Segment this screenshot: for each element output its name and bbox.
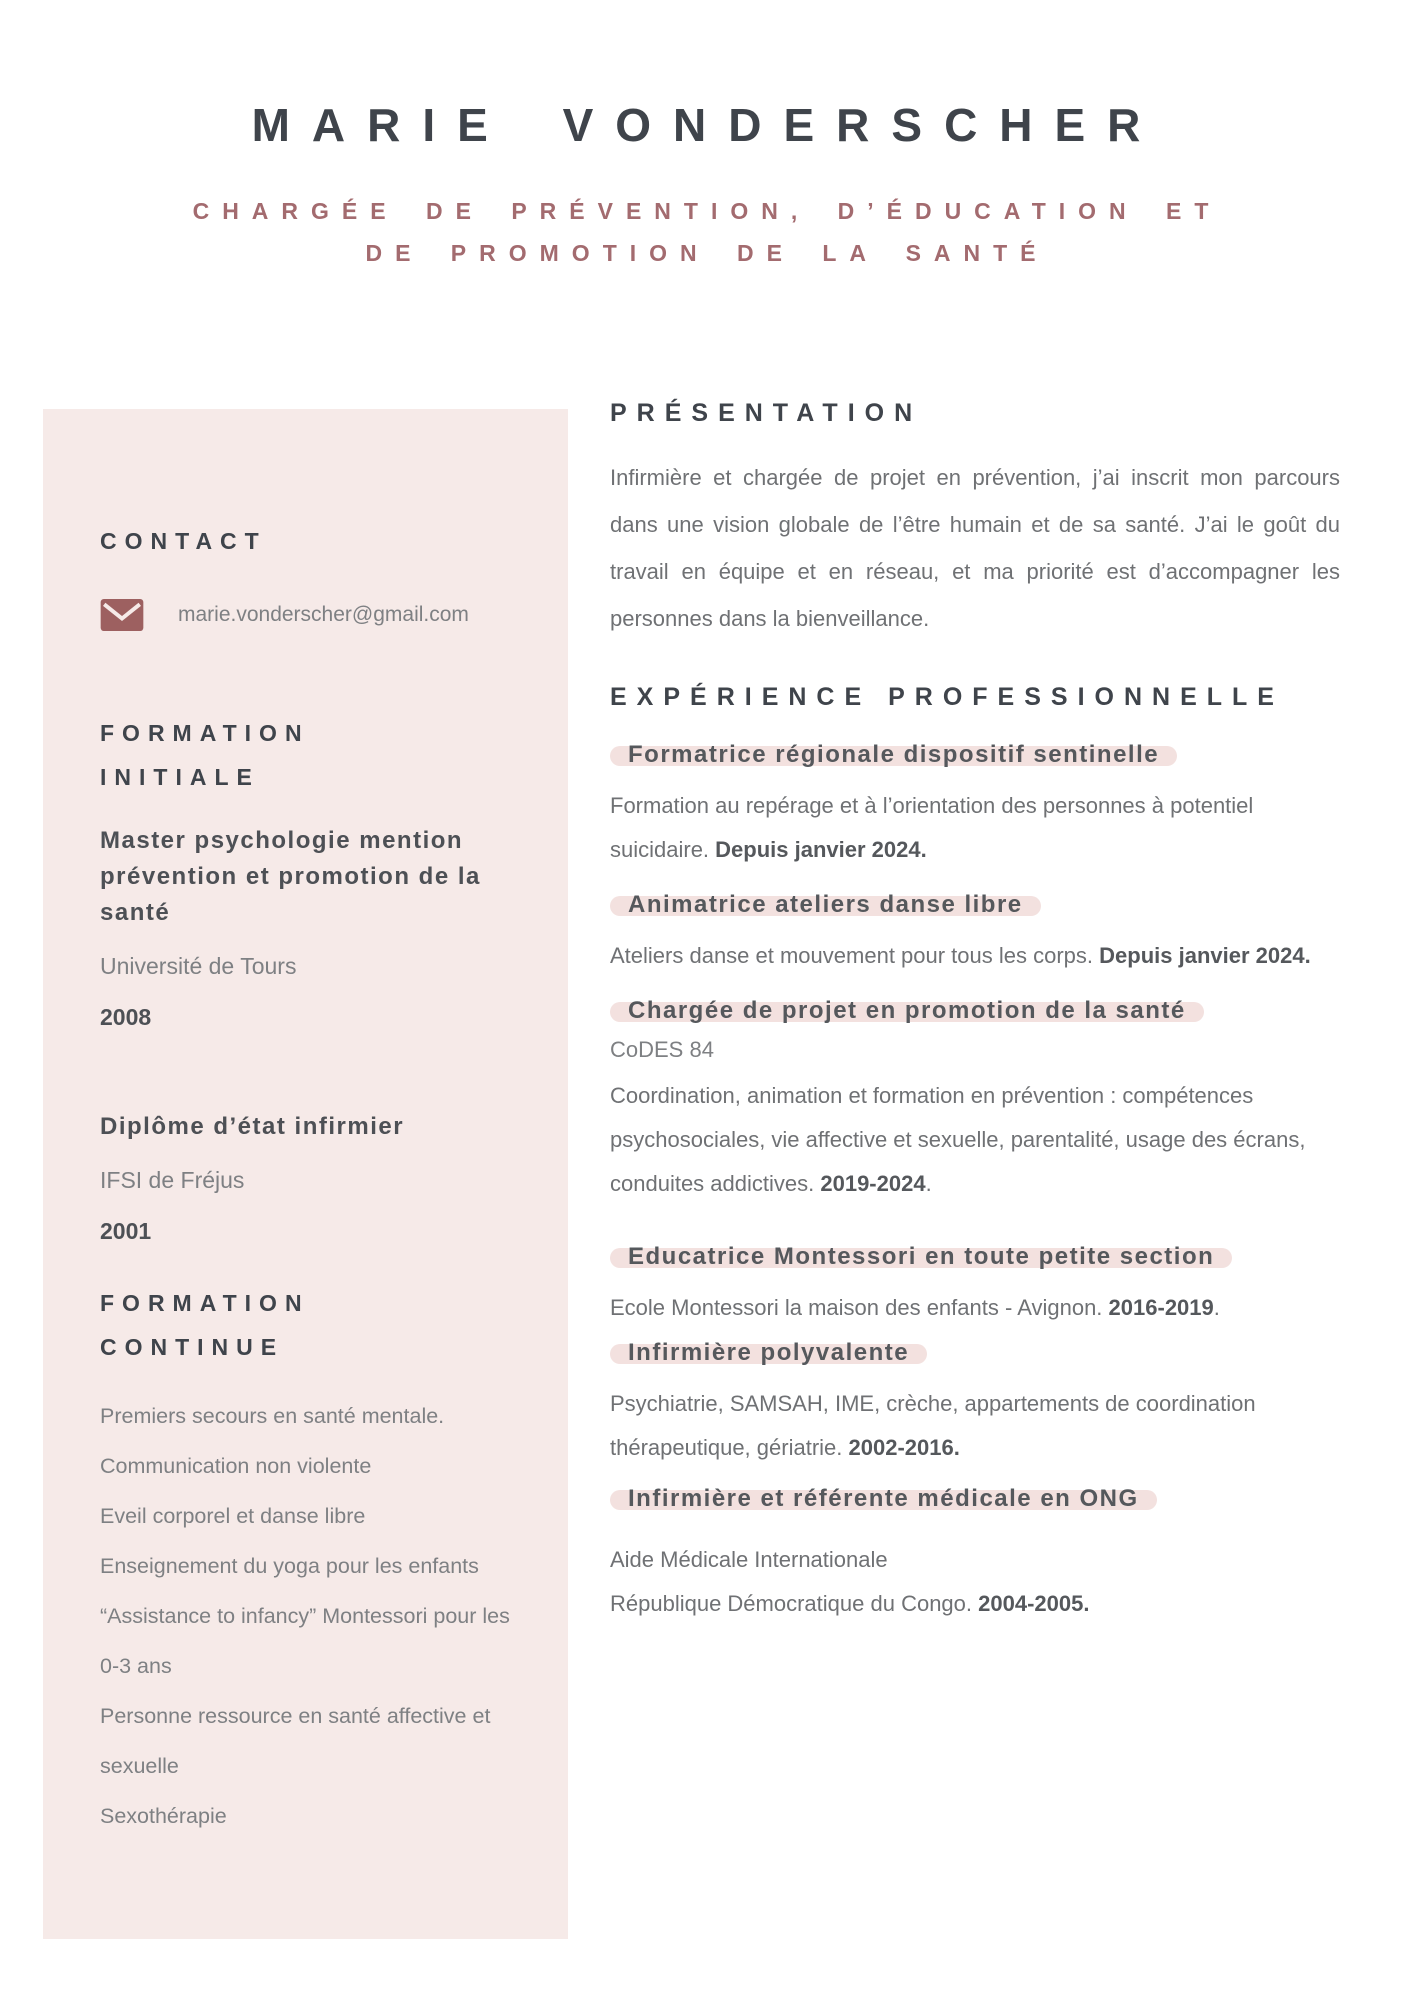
- header: [0, 0, 1414, 274]
- list-item: Sexothérapie: [100, 1804, 227, 1828]
- job-title-chip: Chargée de projet en promotion de la santé: [610, 1002, 1204, 1022]
- job-title-chip: Formatrice régionale dispositif sentinelle: [610, 746, 1177, 766]
- job-period: 2016-2019: [1108, 1295, 1214, 1320]
- job-description: [610, 1382, 1340, 1470]
- job-period: Depuis janvier 2024.: [1099, 943, 1311, 968]
- job-description: [610, 1074, 1340, 1206]
- job-entry: [610, 741, 1340, 768]
- job-period: 2019-2024: [820, 1171, 926, 1196]
- job-description-text: Ateliers danse et mouvement pour tous les corps.: [610, 943, 1094, 968]
- job-title-chip: Infirmière et référente médicale en ONG: [610, 1490, 1157, 1510]
- job-subtitle-line2: DE PROMOTION DE LA SANTÉ: [365, 240, 1049, 266]
- job-organization: CoDES 84: [610, 1037, 714, 1062]
- job-entry: [610, 1339, 1340, 1366]
- main-column: [610, 398, 1340, 1626]
- education-entry: [100, 823, 528, 1031]
- job-subtitle: [0, 190, 1414, 274]
- job-entry: [610, 997, 1340, 1024]
- job-entry: [610, 891, 1340, 918]
- job-description-text: Ecole Montessori la maison des enfants - Avignon.: [610, 1295, 1103, 1320]
- education-title: Diplôme d’état infirmier: [100, 1113, 405, 1140]
- envelope-icon: [100, 599, 144, 631]
- education-institution: IFSI de Fréjus: [100, 1167, 245, 1193]
- job-period: Depuis janvier 2024.: [715, 837, 927, 862]
- list-item: Enseignement du yoga pour les enfants: [100, 1554, 479, 1578]
- formation-initiale-heading-line2: INITIALE: [100, 764, 260, 790]
- presentation-text: Infirmière et chargée de projet en prévention, j’ai inscrit mon parcours dans une vision globale de l’être humain et de sa santé. J’ai le goût du travail en équipe et en réseau, et ma priorité est d’accompagner les personnes dans la bienveillance.: [610, 465, 1340, 631]
- formation-continue-list: [100, 1391, 528, 1841]
- job-title-chip: Infirmière polyvalente: [610, 1344, 927, 1364]
- job-description: [610, 934, 1340, 978]
- job-description: [610, 1286, 1340, 1330]
- email-address[interactable]: marie.vonderscher@gmail.com: [178, 603, 469, 626]
- education-title: Master psychologie mention prévention et promotion de la santé: [100, 827, 481, 926]
- job-period: 2002-2016.: [848, 1435, 960, 1460]
- formation-initiale-heading: [100, 711, 528, 799]
- formation-continue-heading-line2: CONTINUE: [100, 1334, 285, 1360]
- education-year: 2008: [100, 1004, 152, 1030]
- job-description: [610, 1582, 1340, 1626]
- person-name: MARIE VONDERSCHER: [251, 99, 1163, 151]
- formation-initiale-heading-line1: FORMATION: [100, 720, 310, 746]
- job-title-chip: Animatrice ateliers danse libre: [610, 896, 1041, 916]
- job-title-chip: Educatrice Montessori en toute petite section: [610, 1248, 1232, 1268]
- job-entry: [610, 1485, 1340, 1512]
- job-organization: Aide Médicale Internationale: [610, 1547, 888, 1572]
- list-item: Personne ressource en santé affective et sexuelle: [100, 1704, 491, 1778]
- formation-continue-heading-line1: FORMATION: [100, 1290, 310, 1316]
- job-entry: [610, 1243, 1340, 1270]
- contact-email-row: [100, 599, 528, 631]
- job-description-text: Formation au repérage et à l’orientation des personnes à potentiel suicidaire.: [610, 793, 1254, 862]
- job-description: [610, 784, 1340, 872]
- experience-heading: EXPÉRIENCE PROFESSIONNELLE: [610, 683, 1284, 711]
- education-year: 2001: [100, 1218, 152, 1244]
- education-entry: [100, 1109, 528, 1245]
- job-subtitle-line1: CHARGÉE DE PRÉVENTION, D’ÉDUCATION ET: [192, 198, 1222, 224]
- sidebar: [43, 409, 568, 1939]
- job-description-text: République Démocratique du Congo.: [610, 1591, 973, 1616]
- list-item: Communication non violente: [100, 1454, 372, 1478]
- list-item: Premiers secours en santé mentale.: [100, 1404, 445, 1428]
- job-period: 2004-2005.: [978, 1591, 1090, 1616]
- formation-continue-heading: [100, 1281, 528, 1369]
- contact-heading: CONTACT: [100, 528, 267, 554]
- list-item: “Assistance to infancy” Montessori pour les 0-3 ans: [100, 1604, 510, 1678]
- job-description-text: Psychiatrie, SAMSAH, IME, crèche, appartements de coordination thérapeutique, gériatrie.: [610, 1391, 1256, 1460]
- job-period-suffix: .: [925, 1171, 932, 1196]
- list-item: Eveil corporel et danse libre: [100, 1504, 366, 1528]
- education-institution: Université de Tours: [100, 953, 297, 979]
- job-description-text: Coordination, animation et formation en prévention : compétences psychosociales, vie affective et sexuelle, parentalité, usage des écrans, conduites addictives.: [610, 1083, 1306, 1196]
- presentation-heading: PRÉSENTATION: [610, 399, 923, 427]
- job-period-suffix: .: [1213, 1295, 1220, 1320]
